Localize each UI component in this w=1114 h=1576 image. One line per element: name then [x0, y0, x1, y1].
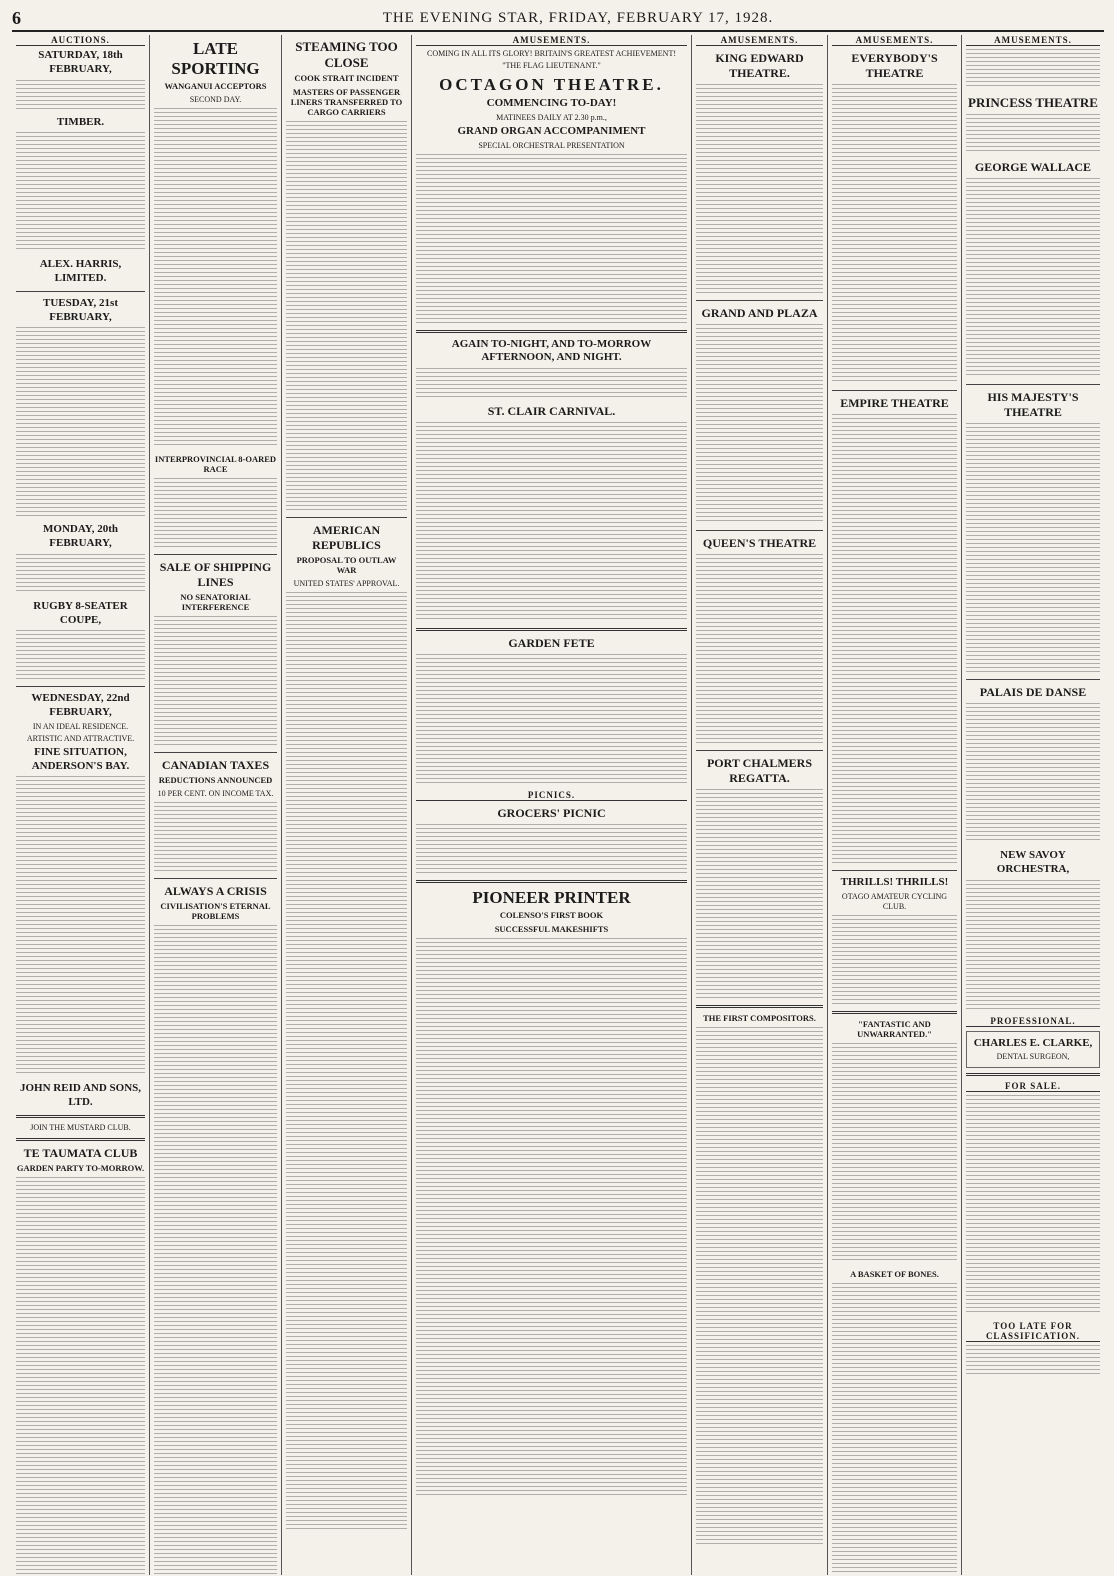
article-subhead: COLENSO'S FIRST BOOK — [499, 910, 604, 920]
auction-line: FINE SITUATION, ANDERSON'S BAY. — [31, 745, 130, 772]
section-header: TOO LATE FOR CLASSIFICATION. — [966, 1321, 1100, 1342]
ad-heading: CHARLES E. CLARKE, — [973, 1036, 1093, 1049]
ad-line: OTAGO AMATEUR CYCLING CLUB. — [841, 891, 948, 911]
ad-heading: PORT CHALMERS REGATTA. — [706, 756, 813, 785]
theatre-name: EVERYBODY'S THEATRE — [851, 51, 938, 80]
section-header: AMUSEMENTS. — [416, 35, 687, 46]
article-body — [832, 1043, 957, 1263]
text-block — [16, 554, 145, 594]
theatre-name: PRINCESS THEATRE — [968, 95, 1098, 110]
column-late-sporting — [150, 35, 282, 1575]
classified-body — [966, 1345, 1100, 1375]
article-body — [696, 1027, 823, 1547]
section-header: AUCTIONS. — [16, 35, 145, 46]
article-subhead: COOK STRAIT INCIDENT — [294, 73, 399, 83]
ad-body — [416, 654, 687, 784]
ad-heading: GEORGE WALLACE — [974, 160, 1092, 174]
article-subhead: WANGANUI ACCEPTORS — [164, 81, 267, 91]
theatre-name: HIS MAJESTY'S THEATRE — [987, 390, 1079, 419]
article-subhead: 10 PER CENT. ON INCOME TAX. — [157, 789, 274, 798]
article-body — [154, 616, 277, 746]
ad-line: GRAND ORGAN ACCOMPANIMENT — [457, 124, 646, 137]
ad-body — [966, 49, 1100, 89]
theatre-name: EMPIRE THEATRE — [840, 396, 949, 410]
auction-date: MONDAY, 20th FEBRUARY, — [43, 523, 118, 549]
text-block — [16, 630, 145, 680]
article-headline: CANADIAN TAXES — [161, 758, 270, 772]
article-subhead: PROPOSAL TO OUTLAW WAR — [296, 555, 397, 575]
ad-body — [832, 414, 957, 864]
ad-body — [966, 178, 1100, 378]
ad-body — [696, 84, 823, 294]
article-body — [154, 925, 277, 1575]
article-subhead: SUCCESSFUL MAKESHIFTS — [494, 924, 609, 934]
article-subhead: SECOND DAY. — [189, 95, 242, 104]
auction-date: TUESDAY, 21st FEBRUARY, — [43, 296, 118, 323]
ad-body — [966, 114, 1100, 154]
column-theatres-a — [692, 35, 828, 1575]
text-block — [16, 327, 145, 517]
article-headline: ALWAYS A CRISIS — [164, 884, 267, 898]
dental-ad — [966, 1031, 1100, 1069]
ad-line: NEW SAVOY ORCHESTRA, — [996, 849, 1070, 875]
ad-line: COMMENCING TO-DAY! — [486, 97, 617, 109]
theatre-name: PALAIS DE DANSE — [979, 685, 1087, 699]
ad-body — [416, 824, 687, 874]
auction-date: WEDNESDAY, 22nd FEBRUARY, — [31, 692, 130, 718]
auction-line: IN AN IDEAL RESIDENCE. — [32, 721, 129, 731]
auction-line: ARTISTIC AND ATTRACTIVE. — [26, 733, 135, 743]
article-headline: SALE OF SHIPPING LINES — [159, 560, 272, 589]
ad-line: MATINEES DAILY AT 2.30 p.m., — [496, 112, 607, 122]
article-headline: LATE SPORTING — [171, 39, 260, 78]
classified-body — [966, 1095, 1100, 1315]
article-body — [832, 1283, 957, 1575]
article-subhead: A BASKET OF BONES. — [850, 1268, 939, 1279]
article-headline: STEAMING TOO CLOSE — [295, 39, 398, 70]
text-block — [16, 776, 145, 1076]
column-auctions — [12, 35, 150, 1575]
article-subhead: MASTERS OF PASSENGER LINERS TRANSFERRED TO CARGO CARRIERS — [290, 87, 403, 117]
text-block — [16, 132, 145, 252]
ad-body — [416, 368, 687, 398]
ad-heading: ST. CLAIR CARNIVAL. — [487, 404, 616, 418]
column-amusements — [412, 35, 692, 1575]
mustard-club-ad: JOIN THE MUSTARD CLUB. — [30, 1122, 131, 1132]
ad-heading: GARDEN FETE — [508, 636, 595, 650]
ad-body — [696, 554, 823, 744]
ad-line: DENTAL SURGEON, — [996, 1052, 1070, 1062]
ad-line: THRILLS! THRILLS! — [840, 876, 949, 888]
article-subhead: NO SENATORIAL INTERFERENCE — [180, 592, 251, 612]
ad-heading: GROCERS' PICNIC — [497, 806, 606, 820]
section-header: AMUSEMENTS. — [696, 35, 823, 46]
ad-body — [832, 915, 957, 1005]
ad-body — [966, 703, 1100, 843]
ad-body — [416, 422, 687, 622]
masthead — [12, 6, 1104, 32]
article-body — [16, 1177, 145, 1575]
ad-body — [696, 324, 823, 524]
page-number: 6 — [12, 7, 21, 28]
article-subhead: INTERPROVINCIAL 8-OARED RACE — [154, 454, 277, 474]
ad-line: COMING IN ALL ITS GLORY! BRITAIN'S GREATEST ACHIEVEMENT! — [426, 49, 676, 58]
article-headline: PIONEER PRINTER — [472, 888, 631, 907]
ad-line: SPECIAL ORCHESTRAL PRESENTATION — [478, 140, 625, 150]
auction-item: RUGBY 8-SEATER COUPE, — [33, 599, 128, 626]
section-header: AMUSEMENTS. — [966, 35, 1100, 46]
auctioneer: JOHN REID AND SONS, LTD. — [19, 1082, 142, 1108]
article-body — [286, 592, 407, 1532]
section-header: AMUSEMENTS. — [832, 35, 957, 46]
article-subhead: UNITED STATES' APPROVAL. — [293, 579, 400, 588]
theatre-name: QUEEN'S THEATRE — [702, 536, 817, 550]
article-body — [154, 108, 277, 448]
column-steaming — [282, 35, 412, 1575]
ad-line: "THE FLAG LIEUTENANT." — [502, 61, 601, 70]
article-subhead: GARDEN PARTY TO-MORROW. — [16, 1162, 145, 1173]
auction-date: SATURDAY, 18th FEBRUARY, — [38, 49, 123, 75]
ad-body — [696, 789, 823, 999]
article-body — [416, 938, 687, 1498]
article-body — [154, 802, 277, 872]
section-header: FOR SALE. — [966, 1081, 1100, 1092]
section-header: PICNICS. — [416, 790, 687, 801]
article-headline: TE TAUMATA CLUB — [23, 1145, 138, 1160]
article-headline: AMERICAN REPUBLICS — [312, 523, 381, 552]
column-theatres-c — [962, 35, 1104, 1575]
theatre-name: KING EDWARD THEATRE. — [715, 51, 804, 80]
theatre-name: GRAND AND PLAZA — [701, 306, 818, 320]
ad-body — [832, 84, 957, 384]
article-body — [154, 478, 277, 548]
article-subhead: THE FIRST COMPOSITORS. — [703, 1013, 816, 1023]
ad-line: AGAIN TO-NIGHT, AND TO-MORROW AFTERNOON, AND NIGHT. — [451, 337, 652, 364]
article-subhead: CIVILISATION'S ETERNAL PROBLEMS — [160, 901, 271, 921]
column-theatres-b — [828, 35, 962, 1575]
ad-body — [416, 154, 687, 324]
text-block — [16, 80, 145, 110]
article-subhead: "FANTASTIC AND UNWARRANTED." — [857, 1018, 932, 1039]
ad-body — [966, 423, 1100, 673]
article-subhead: REDUCTIONS ANNOUNCED — [158, 775, 273, 785]
theatre-name: OCTAGON THEATRE. — [439, 75, 664, 94]
article-body — [286, 121, 407, 511]
newspaper-title: THE EVENING STAR, FRIDAY, FEBRUARY 17, 1928. — [382, 9, 774, 26]
auction-item: TIMBER. — [56, 115, 105, 128]
section-header: PROFESSIONAL. — [966, 1016, 1100, 1027]
ad-body — [966, 880, 1100, 1010]
auctioneer: ALEX. HARRIS, LIMITED. — [39, 258, 122, 284]
